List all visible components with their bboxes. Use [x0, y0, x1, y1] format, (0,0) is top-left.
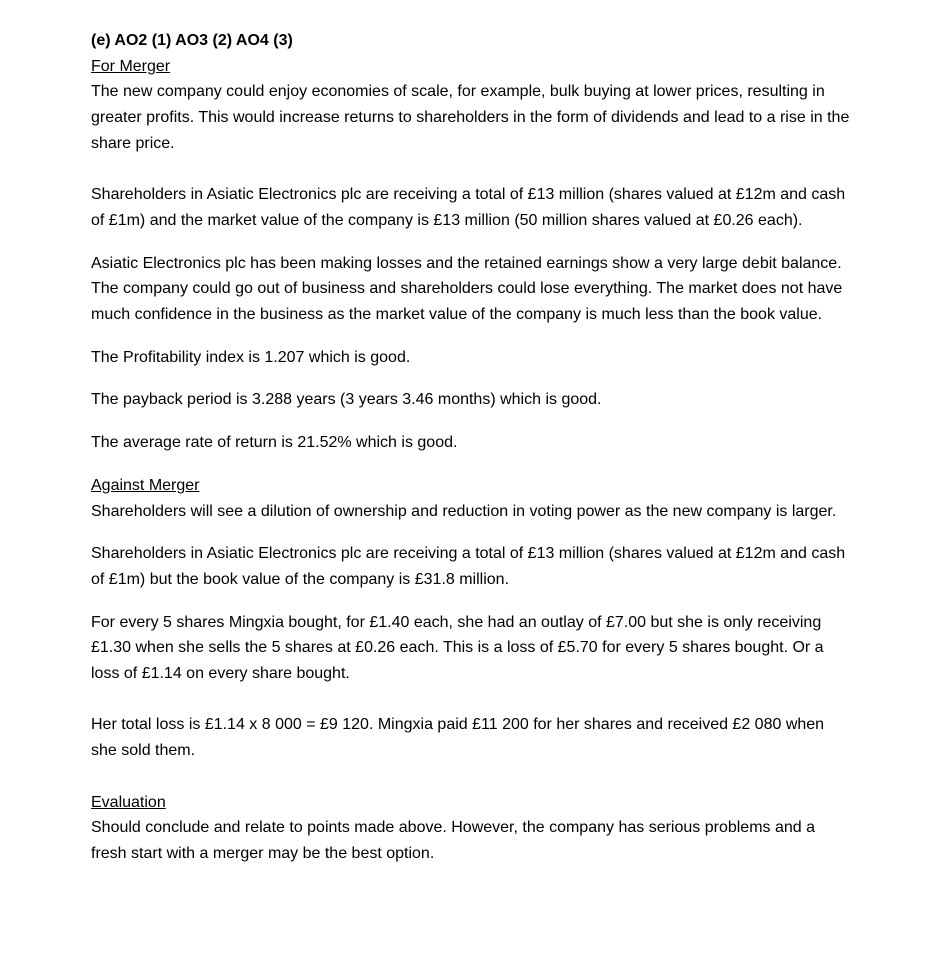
against-merger-paragraph-3: For every 5 shares Mingxia bought, for £1.40 each, she had an outlay of £7.00 but she is only receiving £1.30 when she sells the 5 shares at £0.26 each. This is a loss of £5.70 for every 5 shares bought. Or a loss of £1.14 on every share bought. [91, 613, 824, 683]
for-merger-title: For Merger [91, 57, 171, 75]
question-heading: (e) AO2 (1) AO3 (2) AO4 (3) [91, 32, 293, 49]
evaluation-title: Evaluation [91, 793, 166, 811]
against-merger-paragraph-1: Shareholders will see a dilution of ownership and reduction in voting power as the new company is larger. [91, 502, 837, 520]
for-merger-paragraph-4: The Profitability index is 1.207 which is good. [91, 348, 411, 366]
against-merger-paragraph-4: Her total loss is £1.14 x 8 000 = £9 120. Mingxia paid £11 200 for her shares and received £2 080 when she sold them. [91, 716, 825, 760]
for-merger-paragraph-1: The new company could enjoy economies of scale, for example, bulk buying at lower prices, resulting in greater profits. This would increase returns to shareholders in the form of dividends and lead to a rise in the share price. [91, 83, 850, 152]
for-merger-paragraph-6: The average rate of return is 21.52% which is good. [91, 434, 458, 452]
for-merger-paragraph-2: Shareholders in Asiatic Electronics plc are receiving a total of £13 million (shares valued at £12m and cash of £1m) and the market value of the company is £13 million (50 million shares valued at £0.26 each). [91, 186, 846, 229]
for-merger-paragraph-3: Asiatic Electronics plc has been making losses and the retained earnings show a very large debit balance. The company could go out of business and shareholders could lose everything. The market does not have much confidence in the business as the market value of the company is much less than the book value. [91, 254, 843, 324]
evaluation-paragraph-1: Should conclude and relate to points made above. However, the company has serious problems and a fresh start with a merger may be the best option. [91, 819, 815, 862]
against-merger-paragraph-2: Shareholders in Asiatic Electronics plc are receiving a total of £13 million (shares valued at £12m and cash of £1m) but the book value of the company is £31.8 million. [91, 545, 846, 588]
document-page [91, 28, 851, 867]
against-merger-title: Against Merger [91, 476, 200, 494]
for-merger-paragraph-5: The payback period is 3.288 years (3 years 3.46 months) which is good. [91, 391, 602, 409]
